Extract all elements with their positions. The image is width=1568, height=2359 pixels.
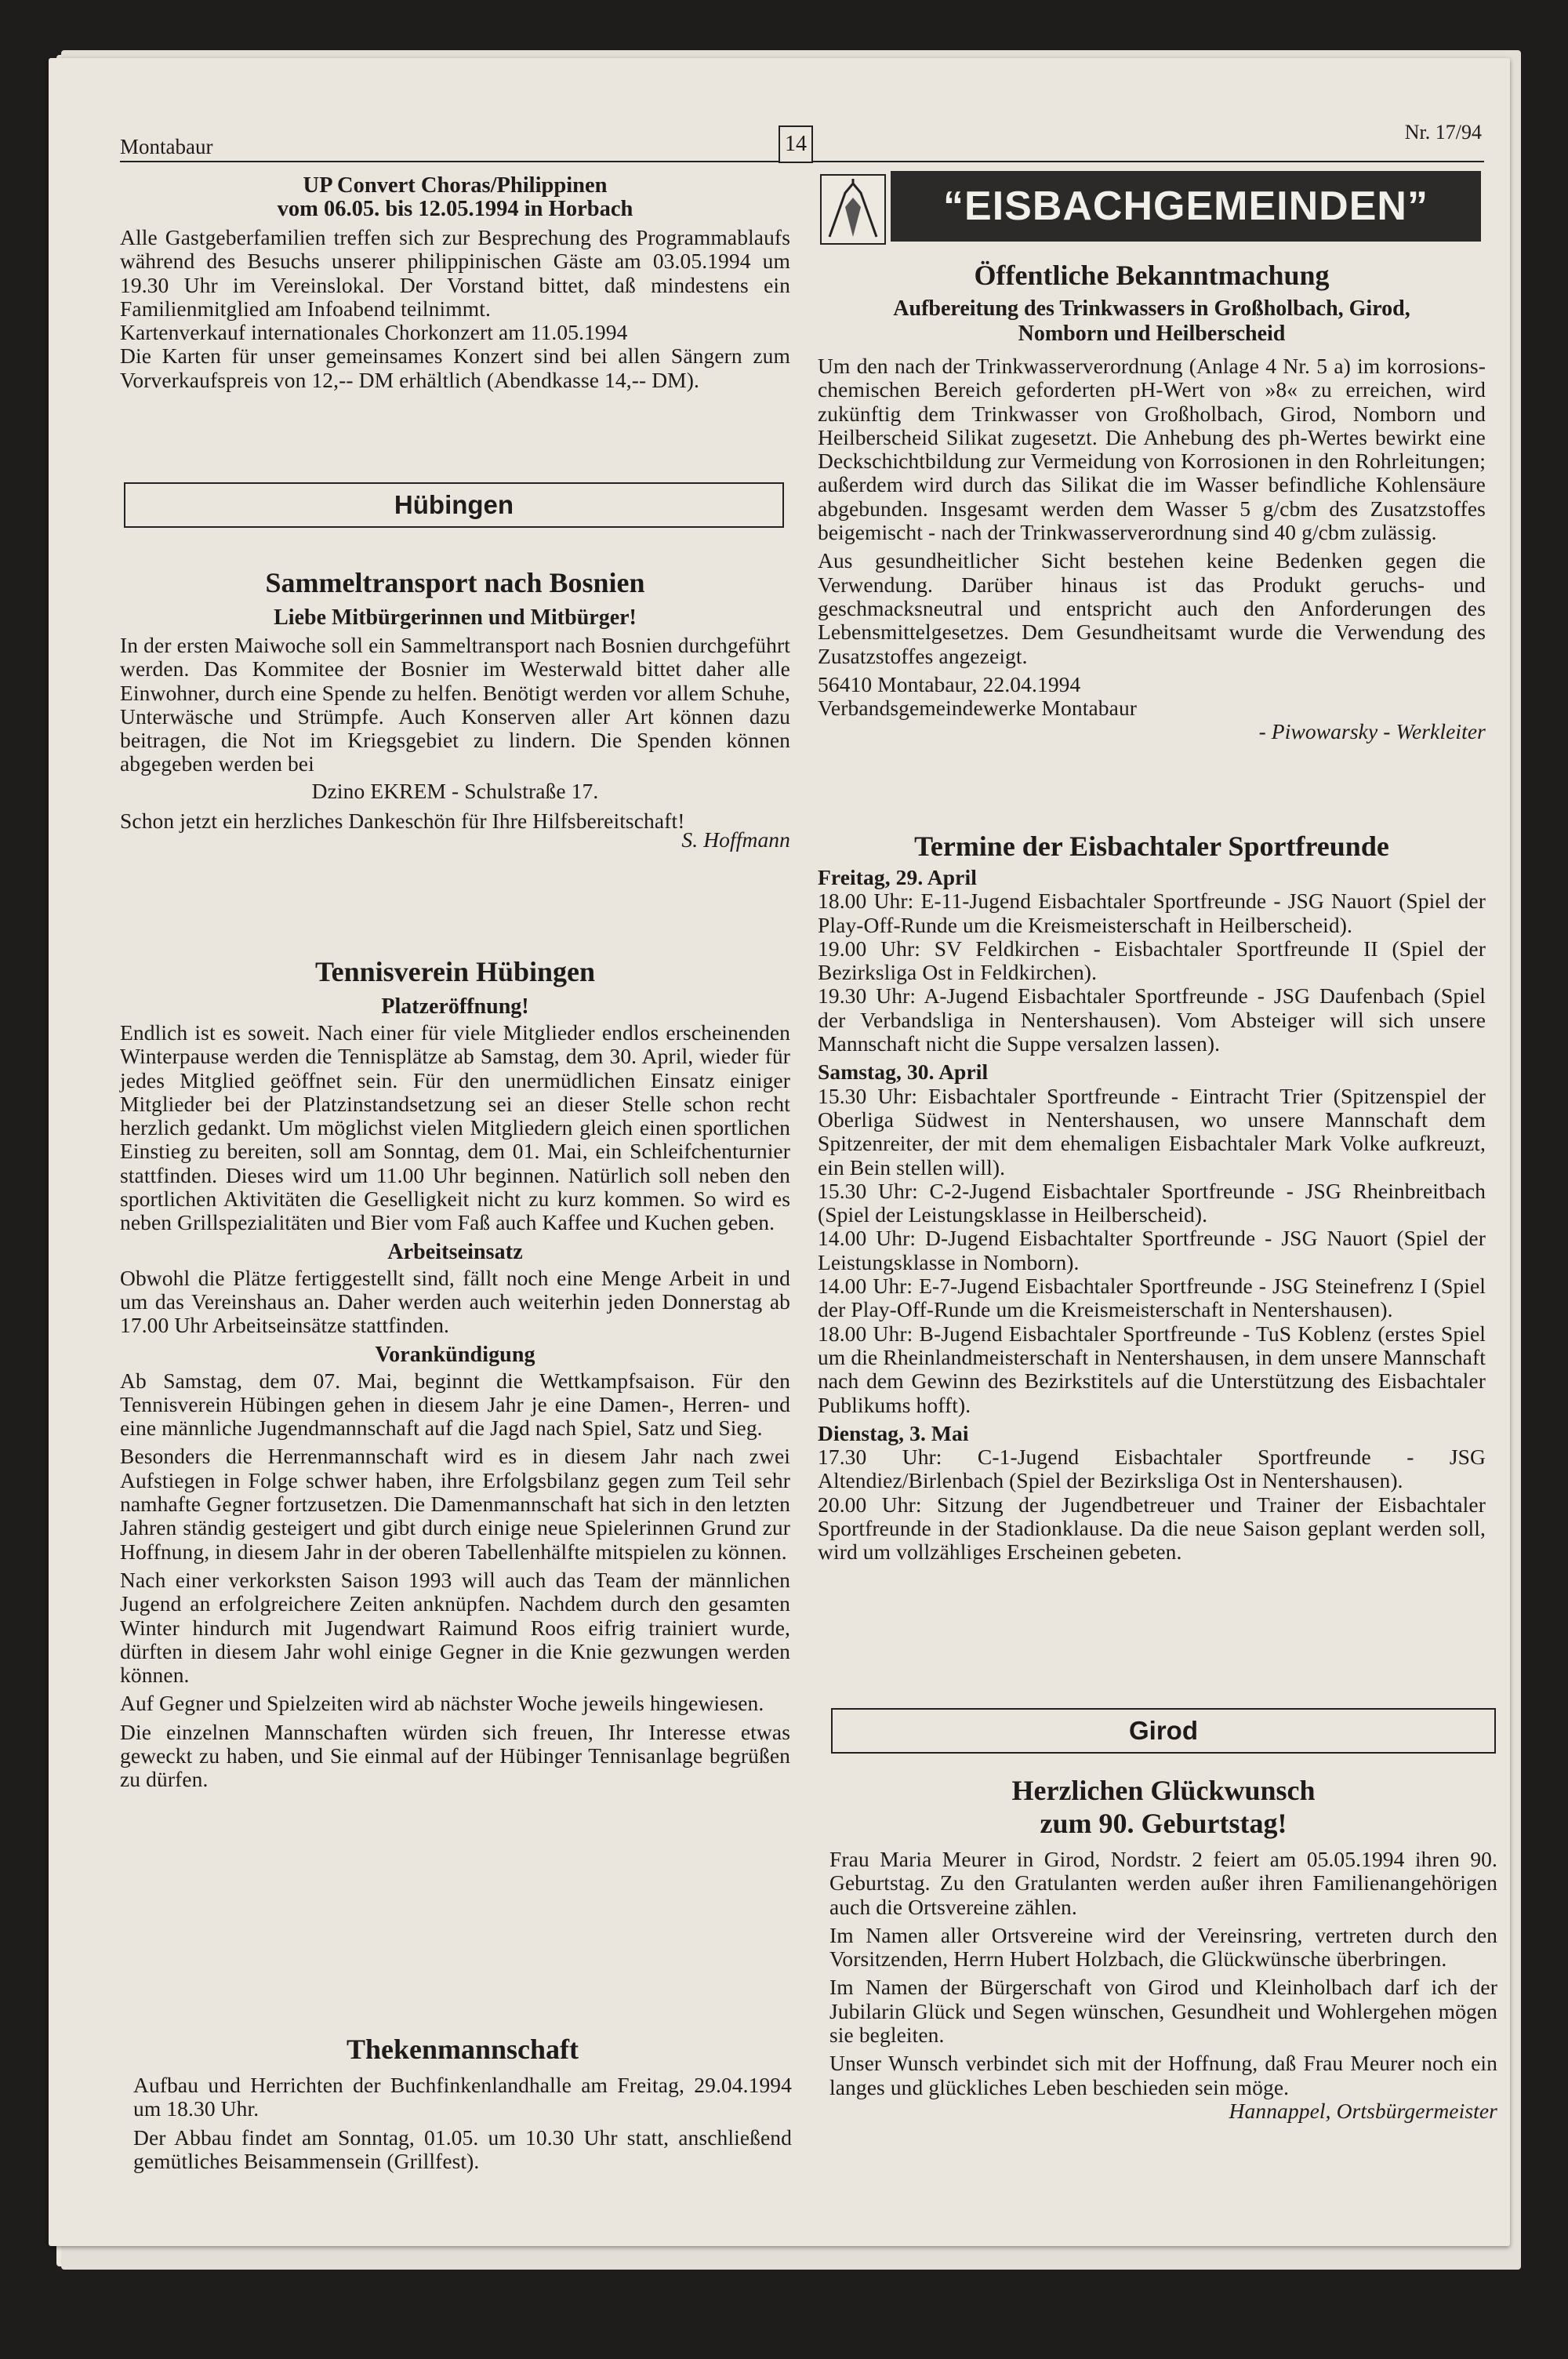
article-sammeltransport	[120, 566, 790, 857]
header-right: Nr. 17/94	[1404, 121, 1482, 144]
bekannt-org: Verbandsgemeindewerke Montabaur	[818, 696, 1138, 721]
banner-eisbachgemeinden: “EISBACHGEMEINDEN”	[891, 171, 1481, 242]
termine-title: Termine der Eisbachtaler Sportfreunde	[914, 831, 1389, 862]
tennis-p1: Endlich ist es soweit. Nach einer für viele Mitglieder endlos erscheinenden Winterpause werden die Tennisplätze ab Samstag, dem 30. April, wieder für jedes Mitglied geöffnet sein. Für den unermüdlichen Einsatz einiger Mitglieder bei der Platzinstandsetzung sei an dieser Stelle schon recht herzlich gedankt. Um möglichst vielen Mitgliedern gleich einen sportlichen Einstieg zu bereiten, soll am Sonntag, dem 01. Mai, ein Schleifchenturnier stattfinden. Dieses wird um 11.00 Uhr beginnen. Natürlich soll neben den sportlichen Aktivitäten die Geselligkeit nicht zu kurz kommen. So wird es neben Grillspezialitäten und Bier vom Faß auch Kaffee und Kuchen geben.	[120, 1020, 790, 1235]
glueck-title-2: zum 90. Geburtstag!	[1040, 1808, 1287, 1839]
tennis-subtitle: Platzeröffnung!	[381, 994, 529, 1019]
article-tennis	[120, 955, 790, 1797]
tennis-title: Tennisverein Hübingen	[314, 956, 596, 987]
termine-day-3-text: 17.30 Uhr: C-1-Jugend Eisbachtaler Sportfreunde - JSG Altendiez/Birlenbach (Spiel der Bezirksliga Ost in Nentershausen). 20.00 Uhr: Sitzung der Jugendbetreuer und Trainer der Eisbachtaler Sportfreunde in der Stadionklause. Da die neue Saison geplant werden soll, wird um vollzähliges Erscheinen gebeten.	[818, 1445, 1486, 1565]
glueck-signature: Hannappel, Ortsbürgermeister	[1229, 2098, 1497, 2123]
article-theken	[133, 2033, 792, 2178]
article-up-convert	[120, 174, 790, 397]
bekannt-subtitle: Aufbereitung des Trinkwassers in Großholbach, Girod, Nomborn und Heilberscheid	[893, 296, 1410, 346]
glueck-p4: Unser Wunsch verbindet sich mit der Hoffnung, daß Frau Meurer noch ein langes und glückliches Leben beschieden sein möge.	[829, 2051, 1497, 2099]
tennis-p2: Obwohl die Plätze fertiggestellt sind, fällt noch eine Menge Arbeit in und um das Vereinshaus an. Daher werden auch weiterhin jeden Donnerstag ab 17.00 Uhr Arbeitseinsätze stattfinden.	[120, 1265, 790, 1338]
bekannt-signature: - Piwowarsky - Werkleiter	[1258, 719, 1486, 744]
up-convert-p3: Die Karten für unser gemeinsames Konzert sind bei allen Sängern zum Vorverkaufspreis von 12,-- DM erhältlich (Abendkasse 14,-- DM).	[120, 343, 790, 392]
sammel-p2: Schon jetzt ein herzliches Dankeschön für Ihre Hilfsbereitschaft!	[120, 809, 685, 834]
bekannt-p2: Aus gesundheitlicher Sicht bestehen keine Bedenken gegen die Verwendung. Darüber hinaus ist das Produkt geruchs- und geschmacksneutral und entspricht auch den Anforderungen des Lebensmittelgesetzes. Dem Gesundheitsamt wurde die Verwendung des Zusatzstoffes angezeigt.	[818, 548, 1486, 668]
tennis-p7: Die einzelnen Mannschaften würden sich freuen, Ihr Interesse etwas geweckt zu haben, und Sie einmal auf der Hübinger Tennisanlage begrüßen zu dürfen.	[120, 1719, 790, 1792]
section-girod: Girod	[831, 1708, 1496, 1754]
page-number: 14	[779, 125, 813, 163]
theken-title: Thekenmannschaft	[346, 2034, 579, 2065]
glueck-p1: Frau Maria Meurer in Girod, Nordstr. 2 feiert am 05.05.1994 ihren 90. Geburtstag. Zu den Gratulanten werden außer ihren Familienangehörigen auch die Ortsvereine zählen.	[829, 1847, 1497, 1919]
article-glueckwunsch	[829, 1774, 1497, 2128]
sammel-subtitle: Liebe Mitbürgerinnen und Mitbürger!	[274, 605, 637, 630]
glueck-p2: Im Namen aller Ortsvereine wird der Vereinsring, vertreten durch den Vorsitzenden, Herrn Hubert Holzbach, die Glückwünsche überbringen.	[829, 1922, 1497, 1972]
termine-day-2-text: 15.30 Uhr: Eisbachtaler Sportfreunde - Eintracht Trier (Spitzenspiel der Oberliga Südwest in Nentershausen, wo unsere Mannschaft dem Spitzenreiter, der mit dem ehemaligen Eisbachtaler Mark Volke aufkreuzt, ein Bein stellen will). 15.30 Uhr: C-2-Jugend Eisbachtaler Sportfreunde - JSG Rheinbreitbach (Spiel der Leistungsklasse in Heilberscheid). 14.00 Uhr: D-Jugend Eisbachtalter Sportfreunde - JSG Nauort (Spiel der Leistungsklasse in Nomborn). 14.00 Uhr: E-7-Jugend Eisbachtaler Sportfreunde - JSG Steinefrenz I (Spiel der Play-Off-Runde um die Kreismeisterschaft in Nentershausen). 18.00 Uhr: B-Jugend Eisbachtaler Sportfreunde - TuS Koblenz (erstes Spiel um die Rheinlandmeisterschaft in Nentershausen, in dem unsere Mannschaft nach dem Gewinn des Bezirkstitels auf die Unterstützung des Eisbachtaler Publikums hofft).	[818, 1083, 1486, 1417]
glueck-p3: Im Namen der Bürgerschaft von Girod und Kleinholbach darf ich der Jubilarin Glück und Segen wünschen, Gesundheit und Wohlergehen mögen sie begleiten.	[829, 1975, 1497, 2048]
up-convert-dates: vom 06.05. bis 12.05.1994 in Horbach	[277, 197, 633, 221]
article-termine	[818, 830, 1486, 1569]
article-bekanntmachung	[818, 259, 1486, 749]
up-convert-p1: Alle Gastgeberfamilien treffen sich zur Besprechung des Programmablaufs während des Besuchs unserer philippinischen Gäste am 03.05.1994 um 19.30 Uhr im Vereinslokal. Der Vorstand bittet, daß mindestens ein Familienmitglied am Infoabend teilnimmt.	[120, 225, 790, 321]
tennis-p6: Auf Gegner und Spielzeiten wird ab nächster Woche jeweils hingewiesen.	[120, 1691, 764, 1716]
sammel-p1: In der ersten Maiwoche soll ein Sammeltransport nach Bosnien durchgeführt werden. Das Kommitee der Bosnier im Westerwald bittet daher alle Einwohner, durch eine Spende zu helfen. Benötigt werden vor allem Schuhe, Unterwäsche und Strümpfe. Auch Konserven aller Art können dazu beitragen, die Not im Kriegsgebiet zu lindern. Die Spenden können abgegeben werden bei	[120, 633, 790, 776]
header-left: Montabaur	[120, 135, 213, 158]
termine-day-1: Freitag, 29. April	[818, 865, 977, 889]
glueck-title-1: Herzlichen Glückwunsch	[1011, 1775, 1316, 1806]
sammel-signature: S. Hoffmann	[681, 827, 790, 852]
crest-logo	[820, 174, 886, 245]
theken-p2: Der Abbau findet am Sonntag, 01.05. um 10.30 Uhr statt, anschließend gemütliches Beisammensein (Grillfest).	[133, 2125, 792, 2173]
tennis-p5: Nach einer verkorksten Saison 1993 will auch das Team der männlichen Jugend an erfolgreichere Zeiten anknüpfen. Nachdem durch den gesamten Winter hindurch mit Jugendwart Raimund Roos eifrig trainiert wurde, dürften in diesem Jahr wohl einige Gegner in die Knie gezwungen werden können.	[120, 1567, 790, 1688]
tennis-p3: Ab Samstag, dem 07. Mai, beginnt die Wettkampfsaison. Für den Tennisverein Hübingen gehen in diesem Jahr je eine Damen-, Herren- und eine männliche Jugendmannschaft auf die Jagd nach Spiel, Satz und Sieg.	[120, 1368, 790, 1441]
up-convert-title: UP Convert Choras/Philippinen	[303, 173, 608, 198]
termine-day-3: Dienstag, 3. Mai	[818, 1420, 969, 1445]
sammel-title: Sammeltransport nach Bosnien	[265, 567, 645, 598]
termine-day-2: Samstag, 30. April	[818, 1060, 989, 1085]
bekannt-p1: Um den nach der Trinkwasserverordnung (Anlage 4 Nr. 5 a) im korrosions-chemischen Bereich geforderten pH-Wert von »8« zu erreichen, wird zukünftig dem Trinkwasser von Großholbach, Girod, Nomborn und Heilberscheid Silikat zugesetzt. Die Anhebung des ph-Wertes bewirkt eine Deckschichtbildung zur Vermeidung von Korrosionen in den Rohrleitungen; außerdem wird durch das Silikat die im Wasser befindliche Kohlensäure abgebunden. Insgesamt werden dem Wasser 5 g/cbm des Zusatzstoffes beigemischt - nach der Trinkwasserverordnung sind 40 g/cbm zulässig.	[818, 354, 1486, 545]
header-rule-right	[811, 161, 1484, 162]
header-rule-left	[120, 161, 779, 162]
sammel-address: Dzino EKREM - Schulstraße 17.	[311, 778, 599, 803]
section-huebingen: Hübingen	[124, 482, 784, 528]
termine-day-1-text: 18.00 Uhr: E-11-Jugend Eisbachtaler Sportfreunde - JSG Nauort (Spiel der Play-Off-Runde um die Kreismeisterschaft in Heilberscheid). 19.00 Uhr: SV Feldkirchen - Eisbachtaler Sportfreunde II (Spiel der Bezirksliga Ost in Feldkirchen). 19.30 Uhr: A-Jugend Eisbachtaler Sportfreunde - JSG Daufenbach (Spiel der Verbandsliga in Nentershausen). Vom Absteiger will sich unsere Mannschaft nicht die Suppe versalzen lassen).	[818, 889, 1486, 1056]
up-convert-p2: Kartenverkauf internationales Chorkonzert am 11.05.1994	[120, 320, 628, 345]
tennis-h-vorankuendigung: Vorankündigung	[375, 1342, 535, 1367]
theken-p1: Aufbau und Herrichten der Buchfinkenlandhalle am Freitag, 29.04.1994 um 18.30 Uhr.	[133, 2073, 792, 2121]
tennis-p4: Besonders die Herrenmannschaft wird es in diesem Jahr nach zwei Aufstiegen in Folge schwer haben, ihre Erfolgsbilanz gegen zum Teil sehr namhafte Gegner fortzusetzen. Die Damenmannschaft hat sich in den letzten Jahren ständig gesteigert und gibt durch einige neue Spielerinnen Grund zur Hoffnung, in diesem Jahr in der oberen Tabellenhälfte mitspielen zu können.	[120, 1444, 790, 1564]
bekannt-title: Öffentliche Bekanntmachung	[974, 260, 1330, 291]
bekannt-place: 56410 Montabaur, 22.04.1994	[818, 671, 1081, 696]
tennis-h-arbeitseinsatz: Arbeitseinsatz	[387, 1239, 523, 1264]
